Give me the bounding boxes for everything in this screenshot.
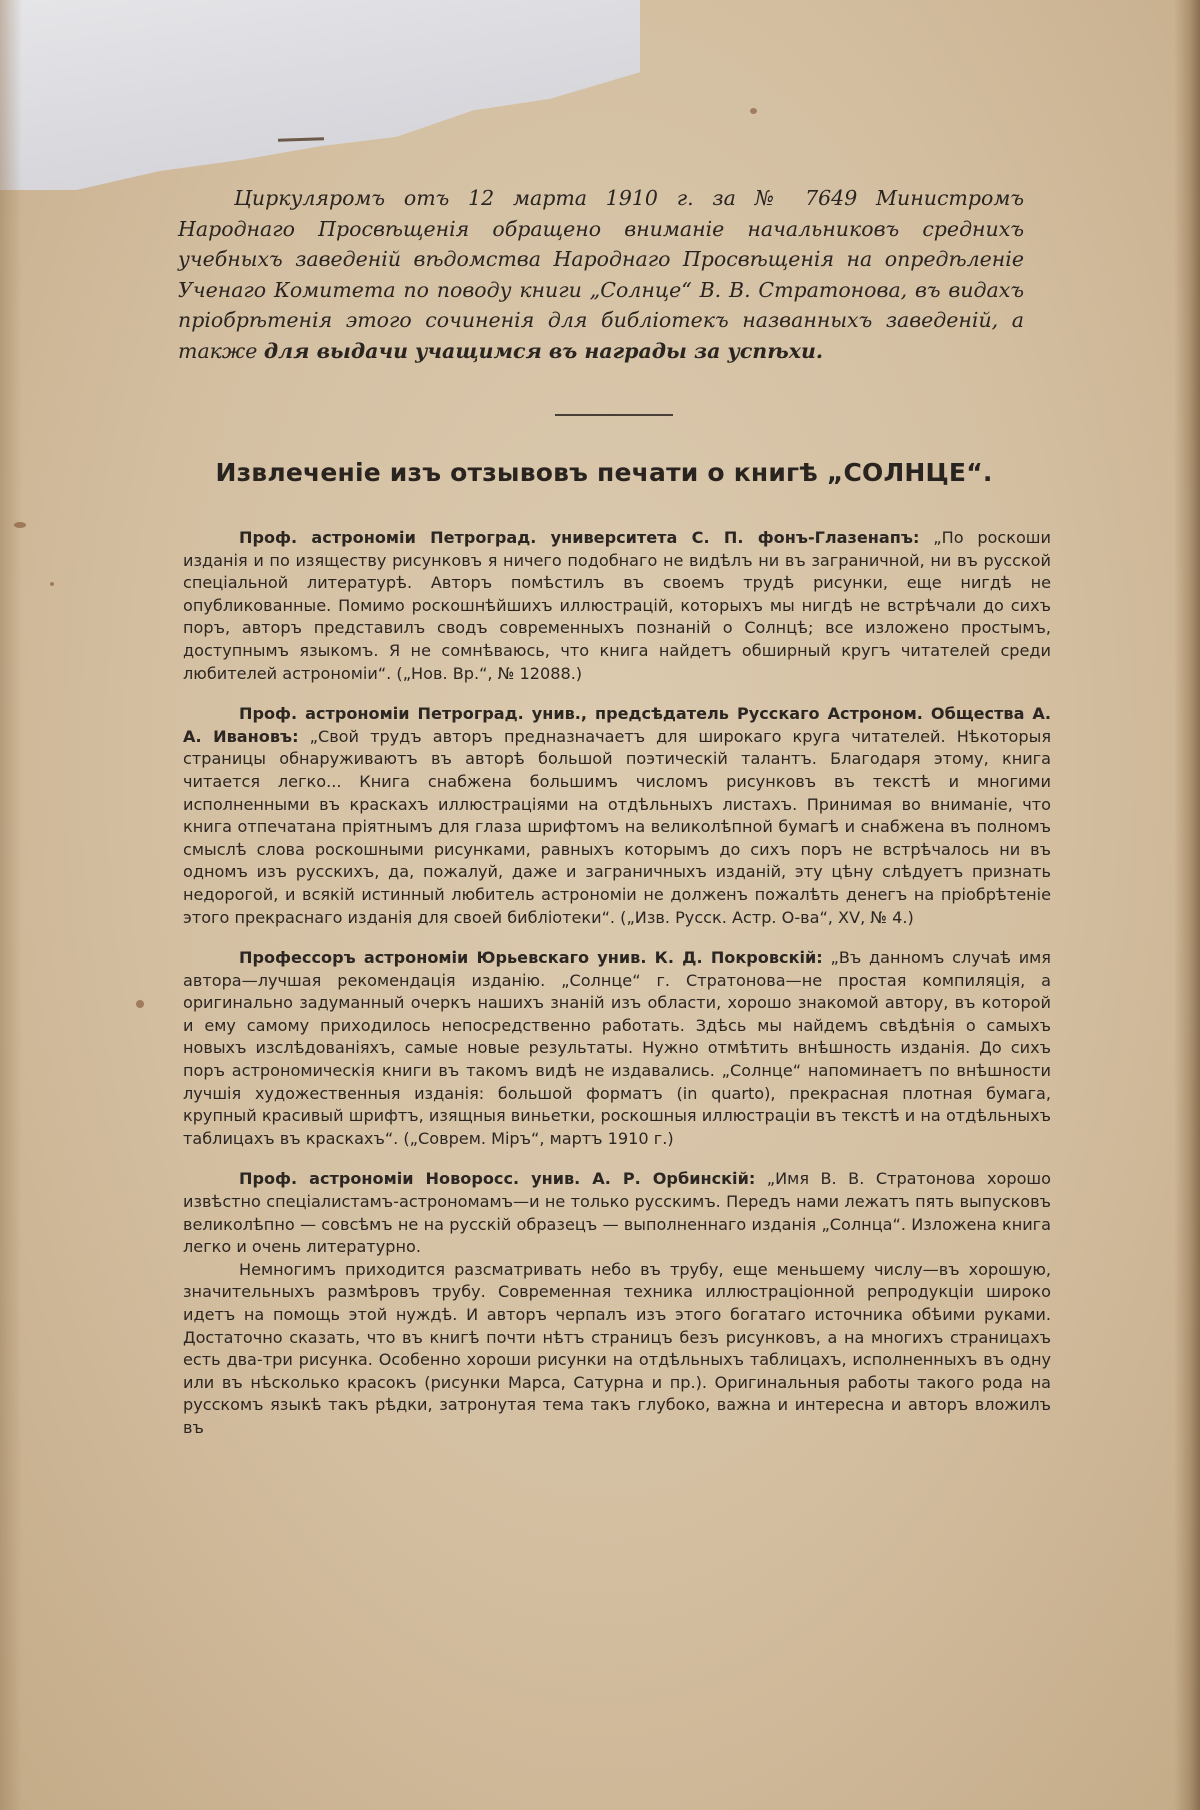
review-author: Проф. астрономіи Новоросс. унив. А. Р. Орбинскій: <box>239 1169 756 1189</box>
ink-spot <box>50 582 54 586</box>
circular-notice <box>178 183 1024 366</box>
page-edge-right-shading <box>1174 0 1200 1810</box>
page-edge-left-shading <box>0 0 22 1810</box>
review-author: Проф. астрономіи Петроград. университета С. П. фонъ-Глазенапъ: <box>239 528 920 547</box>
ink-spot <box>14 522 26 528</box>
circular-emphasis: для выдачи учащимся въ награды за успѣхи. <box>263 338 823 363</box>
circular-text: Циркуляромъ отъ 12 марта 1910 г. за № 7649 Министромъ Народнаго Просвѣщенія обращено вниманіе начальниковъ среднихъ учебныхъ заведеній вѣдомства Народнаго Просвѣщенія на опредѣленіе Ученаго Комитета по поводу книги „Солнце“ В. В. Стратонова, въ видахъ пріобрѣтенія этого сочиненія для библіотекъ названныхъ заведеній, а также <box>178 186 1024 363</box>
torn-paper-corner <box>0 0 640 190</box>
ink-spot <box>136 1000 144 1008</box>
ink-spot <box>750 108 757 114</box>
review-text: „По роскоши изданія и по изяществу рисунковъ я ничего подобнаго не видѣлъ ни въ заграничной, ни въ русской спеціальной литературѣ. Авторъ помѣстилъ въ своемъ трудѣ рисунки, еще нигдѣ не опубликованные. Помимо роскошнѣйшихъ иллюстрацій, которыхъ мы нигдѣ не встрѣчали до сихъ поръ, авторъ представилъ сводъ современныхъ познаній о Солнцѣ; все изложено простымъ, доступнымъ языкомъ. Я не сомнѣваюсь, что книга найдетъ обширный кругъ читателей среди любителей астрономіи“. („Нов. Вр.“, № 12088.) <box>183 528 1051 683</box>
press-reviews <box>183 527 1051 1440</box>
review-text: „Имя В. В. Стратонова хорошо извѣстно спеціалистамъ-астрономамъ—и не только русскимъ. Передъ нами лежатъ пять выпусковъ великолѣпно — совсѣмъ не на русскій образецъ — выполненнаго изданія „Солнца“. Изложена книга легко и очень литературно. <box>183 1169 1051 1257</box>
review-paragraph <box>183 703 1051 929</box>
review-paragraph <box>183 1168 1051 1258</box>
review-paragraph-continued <box>183 1259 1051 1440</box>
review-paragraph <box>183 527 1051 685</box>
review-text: „Въ данномъ случаѣ имя автора—лучшая рекомендація изданію. „Солнце“ г. Стратонова—не простая компиляція, а оригинально задуманный очеркъ нашихъ знаній изъ области, хорошо знакомой автору, въ которой и ему самому приходилось непосредственно работать. Здѣсь мы найдемъ свѣдѣнія о самыхъ новыхъ изслѣдованіяхъ, самые новые результаты. Нужно отмѣтить внѣшность изданія. До сихъ поръ астрономическія книги въ такомъ видѣ не издавались. „Солнце“ напоминаетъ по внѣшности лучшія художественныя изданія: большой форматъ (in quarto), прекрасная плотная бумага, крупный красивый шрифтъ, изящныя виньетки, роскошныя иллюстраціи въ текстѣ и на отдѣльныхъ таблицахъ въ краскахъ“. („Соврем. Міръ“, мартъ 1910 г.) <box>183 948 1051 1148</box>
section-divider <box>555 414 673 416</box>
review-paragraph <box>183 947 1051 1150</box>
review-author: Профессоръ астрономіи Юрьевскаго унив. К. Д. Покровскій: <box>239 948 823 968</box>
review-text: Немногимъ приходится разсматривать небо въ трубу, еще меньшему числу—въ хорошую, значительныхъ размѣровъ трубу. Современная техника иллюстраціонной репродукціи широко идетъ на помощь этой нуждѣ. И авторъ черпалъ изъ этого богатаго источника обѣими руками. Достаточно сказать, что въ книгѣ почти нѣтъ страницъ безъ рисунковъ, а на многихъ страницахъ есть два-три рисунка. Особенно хороши рисунки на отдѣльныхъ таблицахъ, исполненныхъ въ одну или въ нѣсколько красокъ (рисунки Марса, Сатурна и пр.). Оригинальныя работы такого рода на русскомъ языкѣ такъ рѣдки, затронутая тема такъ глубоко, важна и интересна и авторъ вложилъ въ <box>183 1259 1051 1437</box>
review-text: „Свой трудъ авторъ предназначаетъ для широкаго круга читателей. Нѣкоторыя страницы обнаруживаютъ въ авторѣ большой поэтическій талантъ. Благодаря этому, книга читается легко... Книга снабжена большимъ числомъ рисунковъ въ текстѣ и многими исполненными въ краскахъ иллюстраціями на отдѣльныхъ листахъ. Принимая во вниманіе, что книга отпечатана пріятнымъ для глаза шрифтомъ на великолѣпной бумагѣ и снабжена въ полномъ смыслѣ слова роскошными рисунками, равныхъ которымъ до сихъ поръ не встрѣчалось ни въ одномъ изъ русскихъ, да, пожалуй, даже и заграничныхъ изданій, эту цѣну слѣдуетъ признать недорогой, и всякій истинный любитель астрономіи не долженъ пожалѣть денегъ на пріобрѣтеніе этого прекраснаго изданія для своей библіотеки“. („Изв. Русск. Астр. О-ва“, XV, № 4.) <box>183 726 1052 927</box>
review-author: Проф. астрономіи Петроград. унив., предсѣдатель Русскаго Астроном. Общества А. А. Ивановъ: <box>183 704 1051 746</box>
section-heading: Извлеченіе изъ отзывовъ печати о книгѣ „СОЛНЦЕ“. <box>215 458 993 487</box>
